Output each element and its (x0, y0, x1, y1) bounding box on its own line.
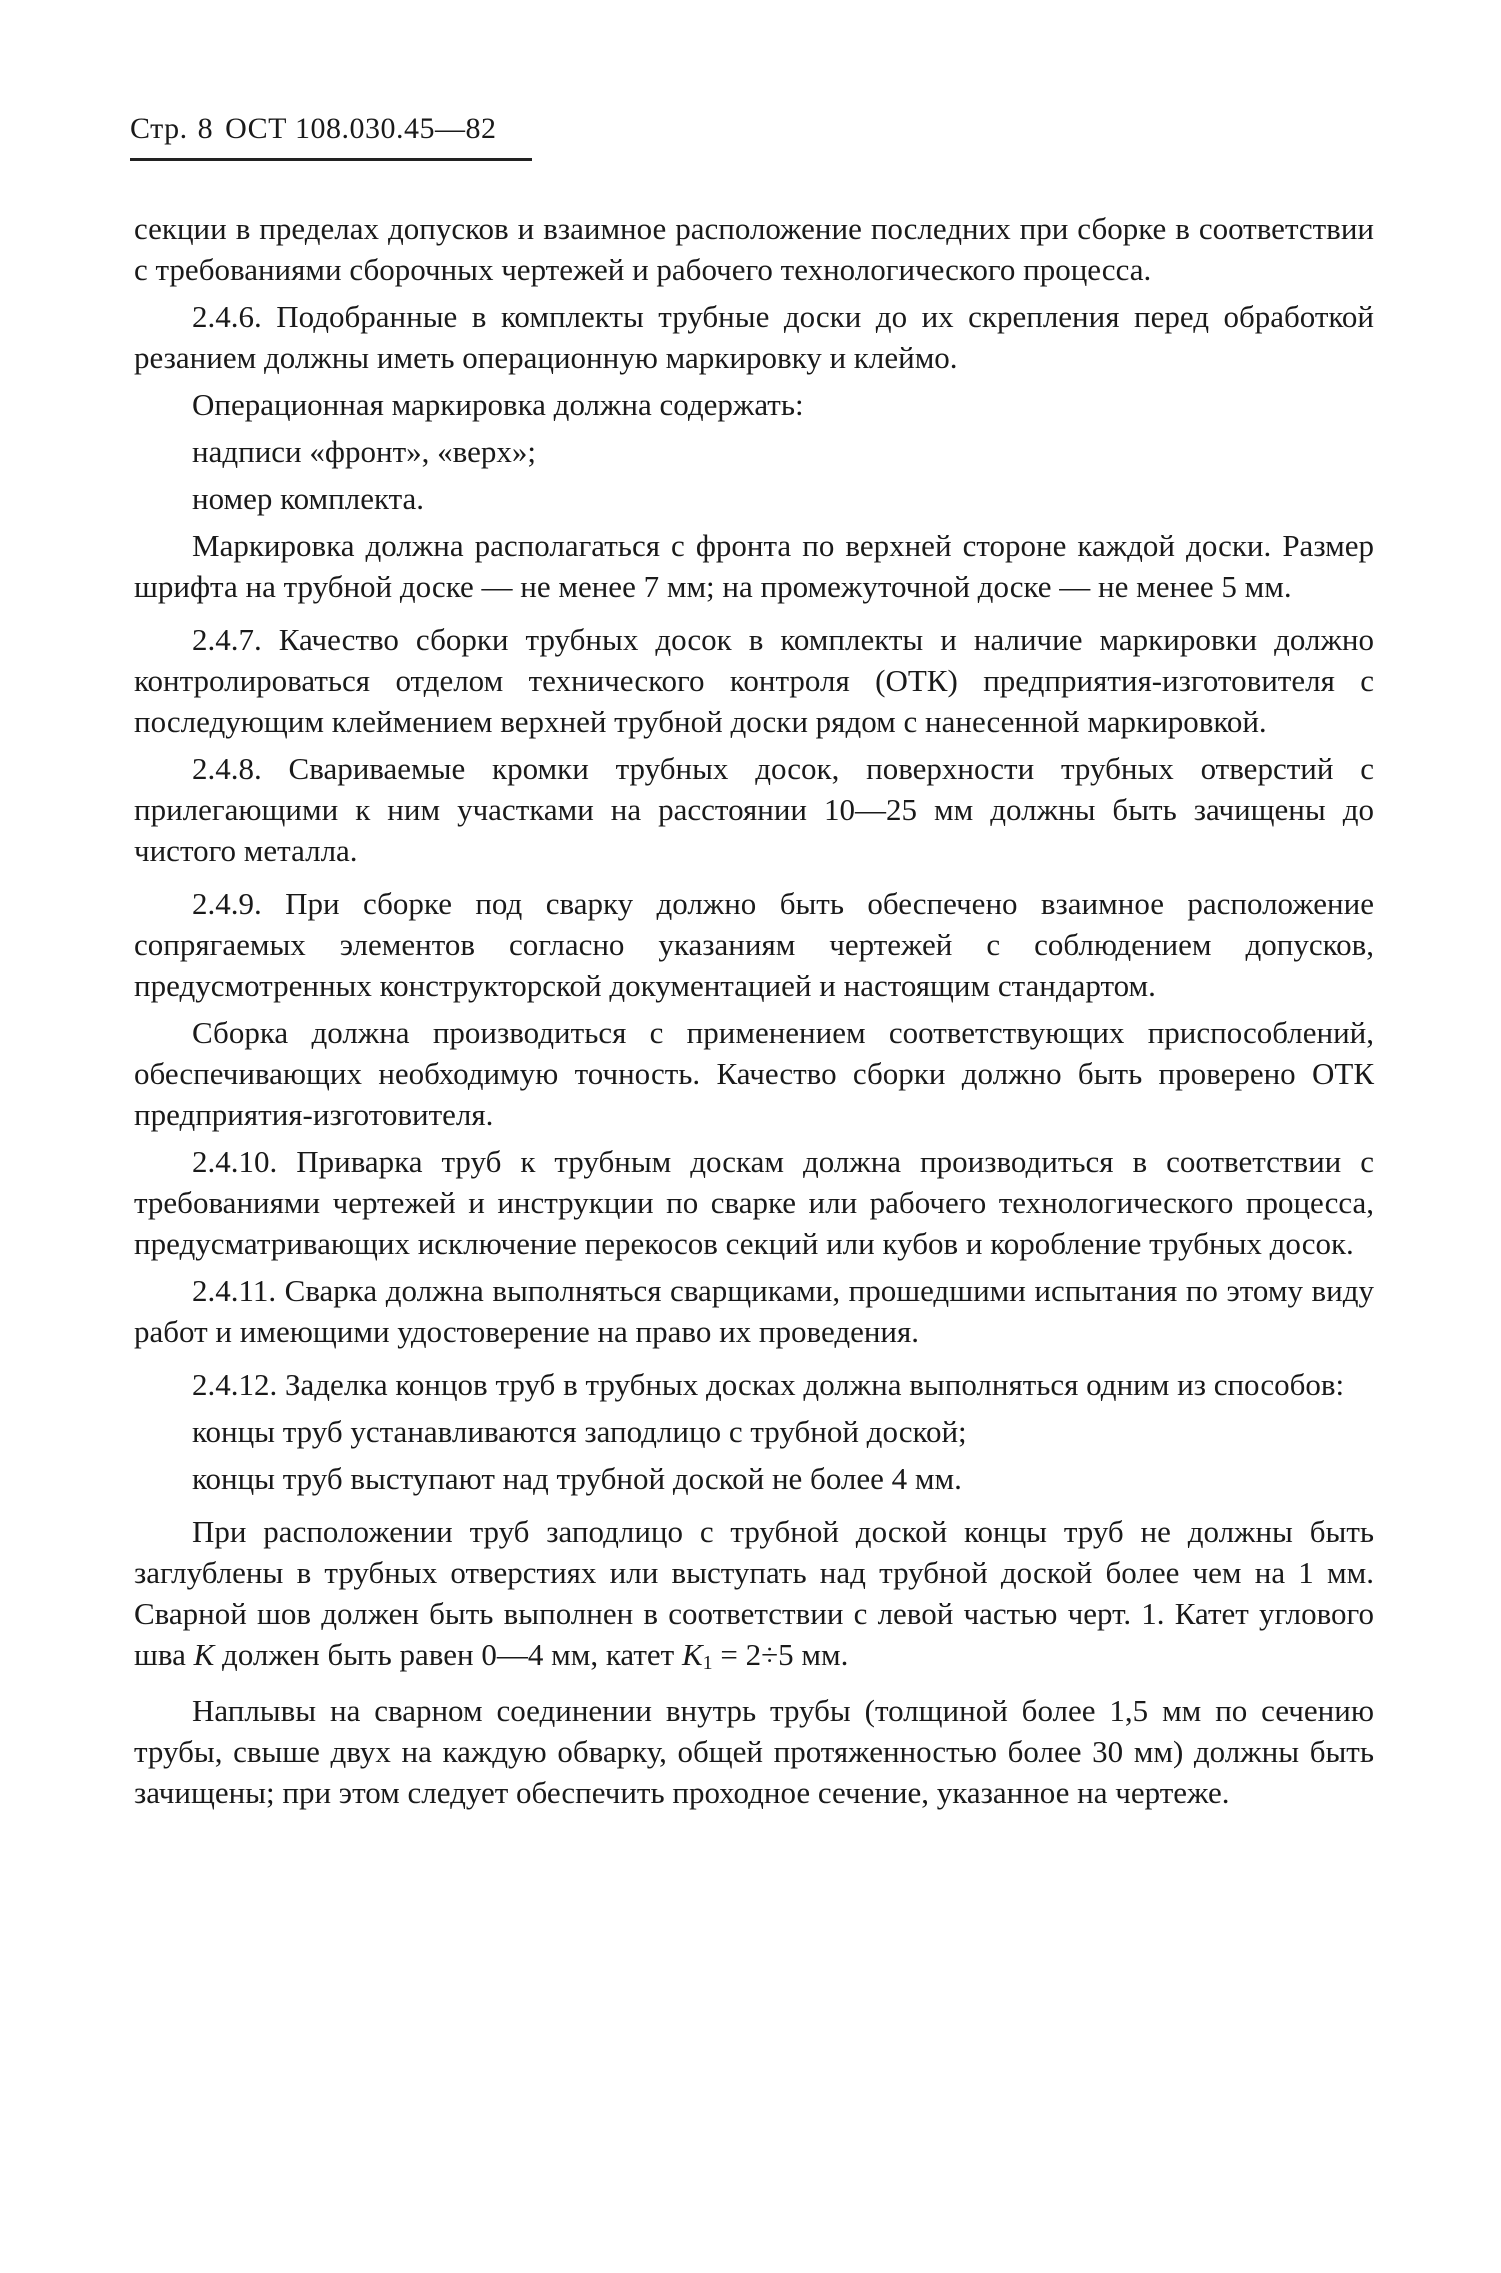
symbol-k1: K (681, 1637, 703, 1672)
paragraph: концы труб устанавливаются заподлицо с трубной доской; (192, 1414, 967, 1449)
paragraph: 2.4.12. Заделка концов труб в трубных досках должна выполняться одним из способов: (192, 1367, 1345, 1402)
paragraph: 2.4.9. При сборке под сварку должно быть обеспечено взаимное расположение сопрягаемых элементов согласно указаниям чертежей с соблюдением допусков, предусмотренных конструкторской документацией и настоящим стандартом. (134, 886, 1374, 1003)
paragraph: Операционная маркировка должна содержать: (192, 387, 804, 422)
paragraph: Наплывы на сварном соединении внутрь трубы (толщиной более 1,5 мм по сечению трубы, свыше двух на каждую обварку, общей протяженностью более 30 мм) должны быть зачищены; при этом следует обеспечить проходное сечение, указанное на чертеже. (134, 1693, 1374, 1810)
paragraph: 2.4.7. Качество сборки трубных досок в комплекты и наличие маркировки должно контролироваться отделом технического контроля (ОТК) предприятия-изготовителя с последующим клеймением верхней трубной доски рядом с нанесенной маркировкой. (134, 622, 1374, 739)
page-number: 8 (197, 112, 214, 145)
paragraph: Маркировка должна располагаться с фронта по верхней стороне каждой доски. Размер шрифта на трубной доске — не менее 7 мм; на промежуточной доске — не менее 5 мм. (134, 528, 1374, 604)
paragraph: секции в пределах допусков и взаимное расположение последних при сборке в соответствии с требованиями сборочных чертежей и рабочего технологического процесса. (134, 211, 1374, 287)
page-label: Стр. (130, 112, 188, 145)
paragraph: 2.4.8. Свариваемые кромки трубных досок, поверхности трубных отверстий с прилегающими к ним участками на расстоянии 10—25 мм должны быть зачищены до чистого металла. (134, 751, 1374, 868)
text-run: должен быть равен 0—4 мм, катет (214, 1637, 682, 1672)
header-rule (130, 158, 532, 161)
document-body (134, 208, 1374, 1819)
page-header (130, 112, 496, 146)
paragraph: Сборка должна производиться с применением соответствующих приспособлений, обеспечивающих необходимую точность. Качество сборки должно быть проверено ОТК предприятия-изготовителя. (134, 1015, 1374, 1132)
paragraph: концы труб выступают над трубной доской не более 4 мм. (192, 1461, 962, 1496)
paragraph: 2.4.6. Подобранные в комплекты трубные доски до их скрепления перед обработкой резанием должны иметь операционную маркировку и клеймо. (134, 299, 1374, 375)
standard-code: ОСТ 108.030.45—82 (225, 112, 497, 145)
paragraph: надписи «фронт», «верх»; (192, 434, 536, 469)
text-run: При расположении труб заподлицо с трубной доской концы труб не должны быть заглублены в трубных отверстиях или выступать над трубной доской более чем на 1 мм. Сварной шов должен быть выполнен в соответствии с левой частью черт. 1. Катет углового шва (134, 1514, 1374, 1672)
subscript: 1 (702, 1652, 713, 1674)
paragraph: 2.4.11. Сварка должна выполняться сварщиками, прошедшими испытания по этому виду работ и имеющими удостоверение на право их проведения. (134, 1273, 1374, 1349)
symbol-k: K (193, 1637, 215, 1672)
text-run: = 2÷5 мм. (712, 1637, 849, 1672)
paragraph-weld-leg (134, 1511, 1374, 1684)
paragraph: номер комплекта. (192, 481, 425, 516)
paragraph: 2.4.10. Приварка труб к трубным доскам должна производиться в соответствии с требованиями чертежей и инструкции по сварке или рабочего технологического процесса, предусматривающих исключение перекосов секций или кубов и коробление трубных досок. (134, 1144, 1374, 1261)
